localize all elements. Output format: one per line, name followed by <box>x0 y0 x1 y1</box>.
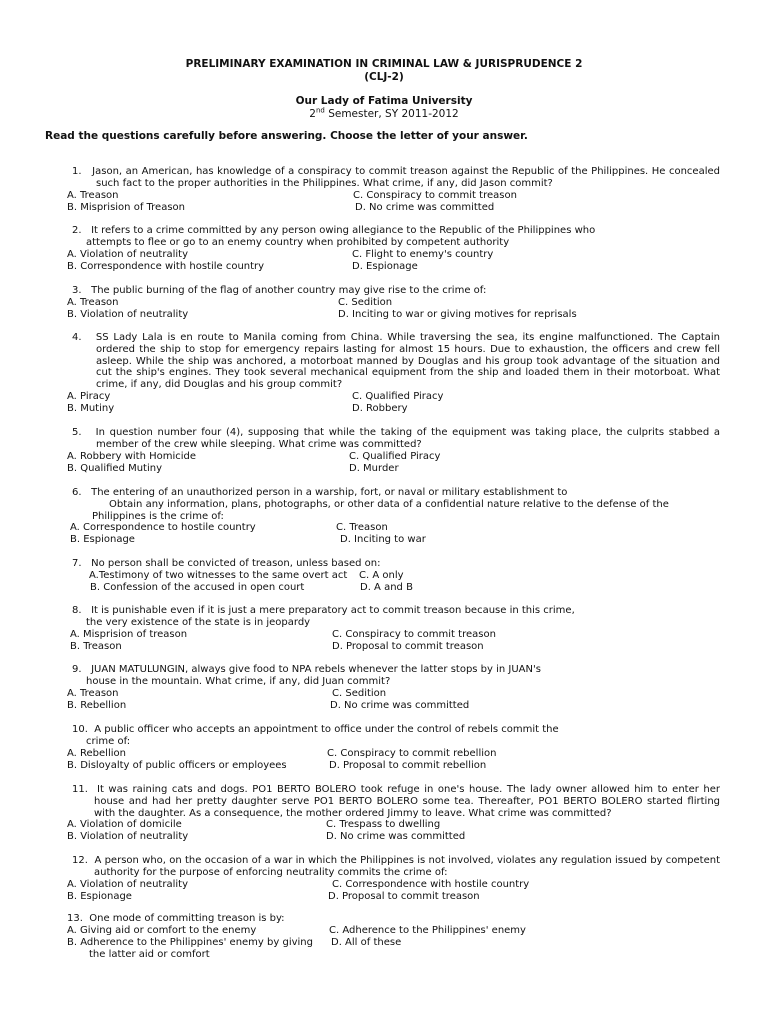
question-1-option-a[interactable]: A. Treason <box>67 190 119 201</box>
question-8-text: It is punishable even if it is just a mere preparatory act to commit treason because in this crime, <box>91 605 575 616</box>
question-12-text: A person who, on the occasion of a war in which the Philippines is not involved, violates any regulation issued by competent authority for the purpose of enforcing neutrality commits the crime of: <box>94 855 721 878</box>
question-6-text-line-2: Obtain any information, plans, photographs, or other data of a confidential nature relative to the defense of the Philippines is the crime of: <box>92 499 669 522</box>
question-11-stem <box>72 784 720 819</box>
question-2-text-line-2: attempts to flee or go to an enemy country when prohibited by competent authority <box>86 237 510 248</box>
question-11-option-c[interactable]: C. Trespass to dwelling <box>326 819 441 830</box>
question-6-stem <box>72 487 567 499</box>
question-6-option-c[interactable]: C. Treason <box>336 522 388 533</box>
question-5-text: In question number four (4), supposing that while the taking of the equipment was taking place, the culprits stabbed a member of the crew while sleeping. What crime was committed? <box>95 427 720 450</box>
semester-line <box>0 108 768 121</box>
question-1-text: Jason, an American, has knowledge of a conspiracy to commit treason against the Republic of the Philippines. He concealed such fact to the proper authorities in the Philippines. What crime, if any, did Jason commit? <box>92 166 720 189</box>
question-12-option-a[interactable]: A. Violation of neutrality <box>67 879 188 890</box>
question-5-option-a[interactable]: A. Robbery with Homicide <box>67 451 197 462</box>
question-11-option-d[interactable]: D. No crime was committed <box>326 831 466 842</box>
question-3-option-a[interactable]: A. Treason <box>67 297 119 308</box>
question-2-text: It refers to a crime committed by any person owing allegiance to the Republic of the Philippines who <box>91 225 596 236</box>
instructions: Read the questions carefully before answering. Choose the letter of your answer. <box>45 130 528 142</box>
question-6-text: The entering of an unauthorized person in a warship, fort, or naval or military establishment to <box>91 487 568 498</box>
question-2-option-c[interactable]: C. Flight to enemy's country <box>352 249 494 260</box>
question-9-option-d[interactable]: D. No crime was committed <box>330 700 470 711</box>
question-9-text-line-2: house in the mountain. What crime, if any, did Juan commit? <box>86 676 391 687</box>
question-10-text: A public officer who accepts an appointment to office under the control of rebels commit the <box>94 724 559 735</box>
question-10-option-d[interactable]: D. Proposal to commit rebellion <box>329 760 487 771</box>
course-code: (CLJ-2) <box>364 71 404 83</box>
question-1-option-c[interactable]: C. Conspiracy to commit treason <box>353 190 517 201</box>
question-1-stem <box>72 166 720 190</box>
question-7-text: No person shall be convicted of treason, unless based on: <box>91 558 381 569</box>
question-13-option-a[interactable]: A. Giving aid or comfort to the enemy <box>67 925 257 936</box>
question-8-option-c[interactable]: C. Conspiracy to commit treason <box>332 629 496 640</box>
question-10-text-line-2: crime of: <box>86 736 131 747</box>
question-11-option-b[interactable]: B. Violation of neutrality <box>67 831 189 842</box>
question-7-option-b[interactable]: B. Confession of the accused in open court <box>90 582 305 593</box>
question-9-stem <box>72 664 541 676</box>
question-11-option-a[interactable]: A. Violation of domicile <box>67 819 182 830</box>
school-name: Our Lady of Fatima University <box>295 95 473 107</box>
question-8-number: 8. <box>72 605 82 616</box>
semester-number: 2 <box>309 108 316 120</box>
question-12-stem <box>72 855 720 879</box>
question-9-number: 9. <box>72 664 82 675</box>
question-11-number: 11. <box>72 784 88 795</box>
question-13-number: 13. <box>67 913 83 924</box>
question-12-number: 12. <box>72 855 88 866</box>
question-2-option-b[interactable]: B. Correspondence with hostile country <box>67 261 265 272</box>
question-4-option-d[interactable]: D. Robbery <box>352 403 408 414</box>
question-7-option-c[interactable]: C. A only <box>359 570 404 581</box>
question-5-option-c[interactable]: C. Qualified Piracy <box>349 451 441 462</box>
question-2-option-a[interactable]: A. Violation of neutrality <box>67 249 188 260</box>
question-4-option-a[interactable]: A. Piracy <box>67 391 111 402</box>
question-3-text: The public burning of the flag of another country may give rise to the crime of: <box>91 285 487 296</box>
question-4-number: 4. <box>72 332 82 343</box>
question-13-option-d[interactable]: D. All of these <box>331 937 402 948</box>
question-6-option-b[interactable]: B. Espionage <box>70 534 135 545</box>
question-13-option-b-line-2: the latter aid or comfort <box>89 949 210 960</box>
question-3-number: 3. <box>72 285 82 296</box>
question-7-number: 7. <box>72 558 82 569</box>
question-4-option-b[interactable]: B. Mutiny <box>67 403 115 414</box>
question-9-text: JUAN MATULUNGIN, always give food to NPA rebels whenever the latter stops by in JUAN's <box>91 664 541 675</box>
question-10-number: 10. <box>72 724 88 735</box>
question-9-option-a[interactable]: A. Treason <box>67 688 119 699</box>
question-2-option-d[interactable]: D. Espionage <box>352 261 418 272</box>
question-12-option-c[interactable]: C. Correspondence with hostile country <box>332 879 530 890</box>
question-6-option-d[interactable]: D. Inciting to war <box>340 534 426 545</box>
question-6-option-a[interactable]: A. Correspondence to hostile country <box>70 522 256 533</box>
question-12-option-b[interactable]: B. Espionage <box>67 891 132 902</box>
question-13-option-b[interactable]: B. Adherence to the Philippines' enemy by giving <box>67 937 313 948</box>
question-5-stem <box>72 427 720 451</box>
question-10-option-a[interactable]: A. Rebellion <box>67 748 126 759</box>
question-10-stem <box>72 724 559 736</box>
question-13-stem <box>67 913 285 925</box>
question-13-text: One mode of committing treason is by: <box>89 913 285 924</box>
question-7-option-d[interactable]: D. A and B <box>360 582 413 593</box>
question-5-option-d[interactable]: D. Murder <box>349 463 399 474</box>
question-7-stem <box>72 558 381 570</box>
question-5-option-b[interactable]: B. Qualified Mutiny <box>67 463 163 474</box>
question-6-number: 6. <box>72 487 82 498</box>
question-9-option-c[interactable]: C. Sedition <box>332 688 387 699</box>
question-1-number: 1. <box>72 166 82 177</box>
question-8-option-a[interactable]: A. Misprision of treason <box>70 629 188 640</box>
question-3-option-c[interactable]: C. Sedition <box>338 297 393 308</box>
question-4-stem <box>72 332 720 391</box>
question-3-option-d[interactable]: D. Inciting to war or giving motives for reprisals <box>338 309 577 320</box>
question-13-option-c[interactable]: C. Adherence to the Philippines' enemy <box>329 925 526 936</box>
question-8-stem <box>72 605 575 617</box>
exam-title: PRELIMINARY EXAMINATION IN CRIMINAL LAW & JURISPRUDENCE 2 <box>185 58 583 70</box>
question-8-option-b[interactable]: B. Treason <box>70 641 122 652</box>
question-10-option-b[interactable]: B. Disloyalty of public officers or employees <box>67 760 287 771</box>
question-2-stem <box>72 225 595 237</box>
question-7-option-a[interactable]: A.Testimony of two witnesses to the same overt act <box>89 570 348 581</box>
question-10-option-c[interactable]: C. Conspiracy to commit rebellion <box>327 748 497 759</box>
question-3-stem <box>72 285 486 297</box>
question-2-number: 2. <box>72 225 82 236</box>
question-11-text: It was raining cats and dogs. PO1 BERTO BOLERO took refuge in one's house. The lady owner allowed him to enter her house and had her pretty daughter serve PO1 BERTO BOLERO some tea. Thereafter, PO1 BERTO BOLERO started flirting with the daughter. As a consequence, the mother ordered Jimmy to leave. What crime was committed? <box>94 784 720 819</box>
question-4-text: SS Lady Lala is en route to Manila coming from China. While traversing the sea, its engine malfunctioned. The Captain ordered the ship to stop for emergency repairs lasting for almost 15 hours. Due to exhaustion, the officers and crew fell asleep. While the ship was anchored, a motorboat manned by Douglas and his group took advantage of the situation and cut the ship's engines. They took several mechanical equipment from the ship and loaded them in their motorboat. What crime, if any, did Douglas and his group commit? <box>95 332 720 391</box>
question-8-text-line-2: the very existence of the state is in jeopardy <box>86 617 311 628</box>
question-1-option-d[interactable]: D. No crime was committed <box>355 202 495 213</box>
question-12-option-d[interactable]: D. Proposal to commit treason <box>328 891 480 902</box>
question-9-option-b[interactable]: B. Rebellion <box>67 700 127 711</box>
question-4-option-c[interactable]: C. Qualified Piracy <box>352 391 444 402</box>
semester-text: Semester, SY 2011-2012 <box>324 108 459 120</box>
question-3-option-b[interactable]: B. Violation of neutrality <box>67 309 189 320</box>
question-1-option-b[interactable]: B. Misprision of Treason <box>67 202 185 213</box>
question-8-option-d[interactable]: D. Proposal to commit treason <box>332 641 484 652</box>
semester-suffix: nd <box>315 106 325 115</box>
question-5-number: 5. <box>72 427 82 438</box>
